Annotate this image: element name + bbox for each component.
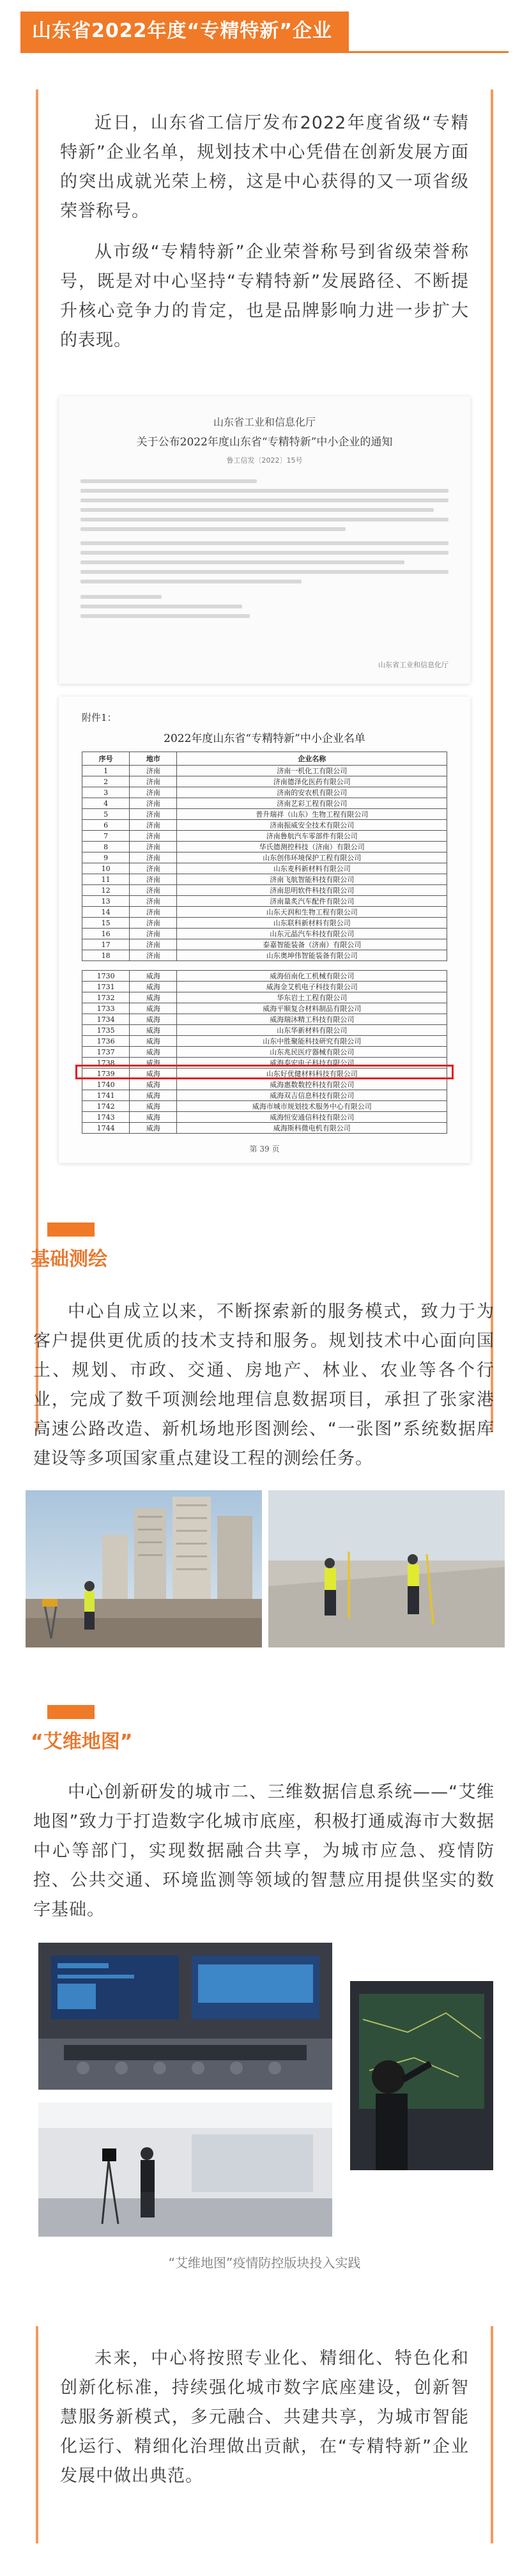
- enterprise-name-cell: 济南的安农机有限公司: [177, 787, 447, 798]
- table-row: [82, 1123, 447, 1134]
- enterprise-name-cell: 威海恒安通信科技有限公司: [177, 1112, 447, 1123]
- city-cell: 济南: [130, 787, 177, 798]
- city-cell: 威海: [130, 1101, 177, 1112]
- table-row: [82, 907, 447, 918]
- section2-paragraph: 中心创新研发的城市二、三维数据信息系统——“艾维地图”致力于打造数字化城市底座，积极打通威海市大数据中心等部门，实现数据融合共享，为城市应急、疫情防控、公共交通、环境监测等领域的智慧应用提供坚实的数字基础。: [33, 1782, 494, 1920]
- index-cell: 13: [82, 896, 130, 907]
- table-row: [82, 1090, 447, 1101]
- survey-scene-right-image: [268, 1490, 505, 1647]
- section1-paragraph: 中心自成立以来，不断探索新的服务模式，致力于为客户提供更优质的技术支持和服务。规划技术中心面向国土、规划、市政、交通、房地产、林业、农业等各个行业，完成了数千项测绘地理信息数据项目，承担了张家港高速公路改造、新机场地形图测绘、“一张图”系统数据库建设等多项国家重点建设工程的测绘任务。: [33, 1302, 494, 1469]
- index-cell: 1744: [82, 1123, 130, 1134]
- index-cell: 10: [82, 863, 130, 874]
- index-cell: 6: [82, 820, 130, 831]
- index-cell: 8: [82, 842, 130, 852]
- attachment-label: 附件1：: [82, 712, 117, 723]
- city-cell: 济南: [130, 939, 177, 950]
- table-top-rows: [82, 766, 447, 961]
- enterprise-name-cell: 威海泰宏电子科技有限公司: [177, 1058, 447, 1068]
- enterprise-name-cell: 济南鲁航汽车零部件有限公司: [177, 831, 447, 842]
- index-cell: 1735: [82, 1025, 130, 1036]
- index-cell: 16: [82, 929, 130, 939]
- table-row: [82, 776, 447, 787]
- enterprise-name-cell: 山东联科新材料有限公司: [177, 918, 447, 929]
- index-cell: 1733: [82, 1003, 130, 1014]
- table-row: [82, 766, 447, 776]
- city-cell: 济南: [130, 929, 177, 939]
- city-cell: 威海: [130, 1003, 177, 1014]
- section2-accent-bar: [47, 1705, 95, 1719]
- list-title: 2022年度山东省“专精特新”中小企业名单: [164, 732, 365, 745]
- city-cell: 济南: [130, 809, 177, 820]
- survey-photo-left: [26, 1490, 262, 1647]
- city-cell: 威海: [130, 1058, 177, 1068]
- table-row: [82, 982, 447, 992]
- city-cell: 威海: [130, 971, 177, 982]
- index-cell: 1741: [82, 1090, 130, 1101]
- city-cell: 济南: [130, 798, 177, 809]
- city-cell: 威海: [130, 1112, 177, 1123]
- index-cell: 1743: [82, 1112, 130, 1123]
- city-cell: 济南: [130, 874, 177, 885]
- enterprise-name-cell: 华氏德测控科技（济南）有限公司: [177, 842, 447, 852]
- list-page-number: 第 39 页: [249, 1145, 280, 1153]
- enterprise-name-cell: 威海瑞沐精工科技有限公司: [177, 1014, 447, 1025]
- city-cell: 济南: [130, 896, 177, 907]
- index-cell: 5: [82, 809, 130, 820]
- index-cell: 14: [82, 907, 130, 918]
- city-cell: 济南: [130, 766, 177, 776]
- table-row: [82, 809, 447, 820]
- intro-paragraph-2: 从市级“专精特新”企业荣誉称号到省级荣誉称号，既是对中心坚持“专精特新”发展路径、不断提升核心竞争力的肯定，也是品牌影响力进一步扩大的表现。: [60, 242, 469, 350]
- enterprise-name-cell: 山东华新材料有限公司: [177, 1025, 447, 1036]
- index-cell: 1732: [82, 992, 130, 1003]
- city-cell: 威海: [130, 1068, 177, 1079]
- enterprise-name-cell: 威海双吉信息科技有限公司: [177, 1090, 447, 1101]
- table-row: [82, 1025, 447, 1036]
- enterprise-name-cell: 山东天润和生物工程有限公司: [177, 907, 447, 918]
- index-cell: 1736: [82, 1036, 130, 1047]
- section2-title: “艾维地图”: [31, 1731, 133, 1753]
- index-cell: 18: [82, 950, 130, 961]
- col-header: 地市: [130, 752, 177, 766]
- notice-org: 山东省工业和信息化厅: [213, 416, 316, 428]
- enterprise-name-cell: 济南艺彩工程有限公司: [177, 798, 447, 809]
- index-cell: 1734: [82, 1014, 130, 1025]
- col-header: 企业名称: [177, 752, 447, 766]
- enterprise-name-cell: 山东兆民医疗器械有限公司: [177, 1047, 447, 1058]
- enterprise-name-cell: 威海惠数数控科技有限公司: [177, 1079, 447, 1090]
- city-cell: 济南: [130, 831, 177, 842]
- enterprise-name-cell: 威海金艾机电子科技有限公司: [177, 982, 447, 992]
- city-cell: 威海: [130, 1014, 177, 1025]
- index-cell: 1: [82, 766, 130, 776]
- section1-title: 基础测绘: [31, 1248, 107, 1270]
- enterprise-name-cell: 泰嘉智能装备（济南）有限公司: [177, 939, 447, 950]
- enterprise-name-cell: 威海斯科微电机有限公司: [177, 1123, 447, 1134]
- table-row: [82, 1047, 447, 1058]
- list-document-image: [59, 697, 470, 1163]
- intro-paragraph-1: 近日，山东省工信厅发布2022年度省级“专精特新”企业名单，规划技术中心凭借在创新发展方面的突出成就光荣上榜，这是中心获得的又一项省级荣誉称号。: [60, 113, 469, 221]
- city-cell: 济南: [130, 842, 177, 852]
- table-row: [82, 918, 447, 929]
- city-cell: 济南: [130, 776, 177, 787]
- index-cell: 1742: [82, 1101, 130, 1112]
- index-cell: 15: [82, 918, 130, 929]
- city-cell: 济南: [130, 852, 177, 863]
- training-room-image: [38, 2102, 332, 2237]
- table-row: [82, 885, 447, 896]
- table-row: [82, 1014, 447, 1025]
- index-cell: 1737: [82, 1047, 130, 1058]
- table-row: [82, 863, 447, 874]
- enterprise-name-cell: 威海佰南化工机械有限公司: [177, 971, 447, 982]
- table-row: [82, 1101, 447, 1112]
- index-cell: 1739: [82, 1068, 130, 1079]
- city-cell: 威海: [130, 992, 177, 1003]
- table-row: [82, 971, 447, 982]
- table-row: [82, 1079, 447, 1090]
- enterprise-name-cell: 山东元晶汽车科技有限公司: [177, 929, 447, 939]
- enterprise-name-cell: 山东中胜聚能科技研究有限公司: [177, 1036, 447, 1047]
- index-cell: 4: [82, 798, 130, 809]
- enterprise-name-cell: 济南一机化工有限公司: [177, 766, 447, 776]
- enterprise-name-cell: 普升瑞祥（山东）生物工程有限公司: [177, 809, 447, 820]
- enterprise-name-cell: 山东创伟环境保护工程有限公司: [177, 852, 447, 863]
- index-cell: 2: [82, 776, 130, 787]
- table-row: [82, 820, 447, 831]
- table-bottom-rows: [82, 971, 447, 1134]
- table-row: [82, 842, 447, 852]
- notice-document-image: [59, 396, 470, 684]
- city-cell: 济南: [130, 950, 177, 961]
- notice-body-lines: [80, 479, 448, 618]
- section2-caption: “艾维地图”疫情防控版块投入实践: [168, 2255, 361, 2271]
- enterprise-name-cell: 华东岩土工程有限公司: [177, 992, 447, 1003]
- table-row: [82, 992, 447, 1003]
- index-cell: 9: [82, 852, 130, 863]
- notice-footer: 山东省工业和信息化厅: [378, 661, 448, 669]
- survey-scene-left-image: [26, 1490, 262, 1647]
- table-row: [82, 929, 447, 939]
- section1-accent-bar: [47, 1222, 95, 1237]
- table-row: [82, 874, 447, 885]
- index-cell: 1731: [82, 982, 130, 992]
- table-row: [82, 1003, 447, 1014]
- table-row: [82, 798, 447, 809]
- notice-title: 关于公布2022年度山东省“专精特新”中小企业的通知: [136, 436, 393, 449]
- index-cell: 1730: [82, 971, 130, 982]
- enterprise-name-cell: 济南量炙汽车配件有限公司: [177, 896, 447, 907]
- table-row: [82, 1036, 447, 1047]
- survey-photo-right: [268, 1490, 505, 1647]
- city-cell: 济南: [130, 907, 177, 918]
- header-rule: [20, 51, 509, 53]
- table-row: [82, 939, 447, 950]
- table-row: [82, 950, 447, 961]
- index-cell: 1740: [82, 1079, 130, 1090]
- enterprise-name-cell: 济南德泽化医药有限公司: [177, 776, 447, 787]
- index-cell: 17: [82, 939, 130, 950]
- index-cell: 3: [82, 787, 130, 798]
- city-cell: 济南: [130, 863, 177, 874]
- enterprise-name-cell: 济南振威安全技术有限公司: [177, 820, 447, 831]
- highlight-box: [75, 1065, 454, 1079]
- city-cell: 济南: [130, 918, 177, 929]
- training-room-photo: [38, 2102, 332, 2237]
- ending-paragraph: 未来，中心将按照专业化、精细化、特色化和创新化标准，持续强化城市数字底座建设，创新智慧服务新模式，多元融合、共建共享，为城市智能化运行、精细化治理做出贡献，在“专精特新”企业发展中做出典范。: [60, 2348, 469, 2486]
- enterprise-name-cell: 济南思明软件科技有限公司: [177, 885, 447, 896]
- header-banner: 山东省2022年度“专精特新”企业: [20, 12, 349, 51]
- city-cell: 威海: [130, 1036, 177, 1047]
- index-cell: 1738: [82, 1058, 130, 1068]
- enterprise-name-cell: 山东好优健材料科技有限公司: [177, 1068, 447, 1079]
- index-cell: 7: [82, 831, 130, 842]
- command-center-photo: [38, 1943, 332, 2090]
- city-cell: 威海: [130, 1079, 177, 1090]
- table-row: [82, 1112, 447, 1123]
- table-row: [82, 831, 447, 842]
- table-row: [82, 896, 447, 907]
- command-center-image: [38, 1943, 332, 2090]
- city-cell: 威海: [130, 1047, 177, 1058]
- index-cell: 12: [82, 885, 130, 896]
- enterprise-name-cell: 山东奥坤伟智能装备有限公司: [177, 950, 447, 961]
- table-row: [82, 787, 447, 798]
- index-cell: 11: [82, 874, 130, 885]
- city-cell: 威海: [130, 1090, 177, 1101]
- city-cell: 济南: [130, 885, 177, 896]
- officer-screen-image: [350, 1981, 493, 2170]
- city-cell: 威海: [130, 982, 177, 992]
- city-cell: 威海: [130, 1123, 177, 1134]
- table-row: [82, 852, 447, 863]
- table-gap: [82, 961, 447, 971]
- field-officer-photo: [350, 1981, 493, 2170]
- enterprise-name-cell: 威海平顺复合材料制品有限公司: [177, 1003, 447, 1014]
- notice-doc-number: 鲁工信发〔2022〕15号: [226, 456, 303, 465]
- enterprise-name-cell: 山东麦科新材料有限公司: [177, 863, 447, 874]
- city-cell: 威海: [130, 1025, 177, 1036]
- col-header: 序号: [82, 752, 130, 766]
- city-cell: 济南: [130, 820, 177, 831]
- enterprise-name-cell: 威海市城市规划技术服务中心有限公司: [177, 1101, 447, 1112]
- enterprise-name-cell: 济南飞航智能科技有限公司: [177, 874, 447, 885]
